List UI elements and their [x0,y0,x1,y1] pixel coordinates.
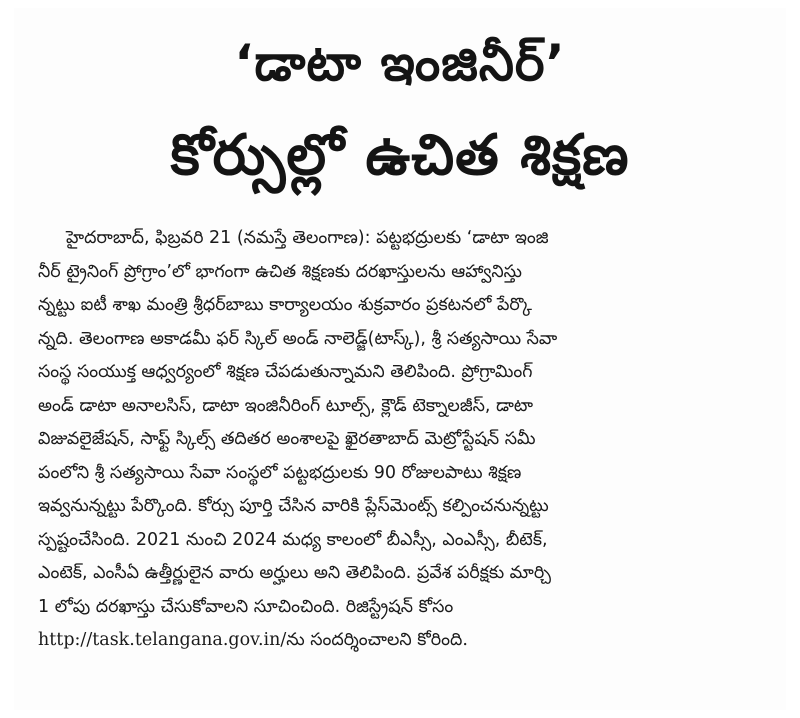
article-body [38,222,768,658]
article-body-line: http://task.telangana.gov.in/ను సందర్శించాలని కోరింది. [38,630,468,650]
article-body-line: పంలోని శ్రీ సత్యసాయి సేవా సంస్థలో పట్టభద్రులకు 90 రోజులపాటు శిక్షణ [38,462,522,483]
headline-line-1: ‘డాటా ఇంజినీర్’ [234,34,566,92]
article-body-line: ఇవ్వనున్నట్టు పేర్కొంది. కోర్సు పూర్తి చేసిన వారికి ప్లేస్‌మెంట్స్ కల్పించనున్నట్టు [38,496,549,516]
article-body-line: న్నది. తెలంగాణ అకాడమీ ఫర్ స్కిల్ అండ్ నాలెడ్జ్(టాస్క్), శ్రీ సత్యసాయి సేవా [38,328,558,349]
newspaper-clipping [14,8,786,710]
article-body-line: 1 లోపు దరఖాస్తు చేసుకోవాలని సూచించింది. రిజిస్ట్రేషన్ కోసం [38,596,454,617]
article-body-line: నీర్ ట్రైనింగ్ ప్రోగ్రాం’లో భాగంగా ఉచిత శిక్షణకు దరఖాస్తులను ఆహ్వానిస్తు [38,261,522,282]
article-body-line: అండ్ డాటా అనాలసిస్, డాటా ఇంజినీరింగ్ టూల్స్, క్లౌడ్ టెక్నాలజీస్, డాటా [38,395,533,416]
article-body-line: విజువలైజేషన్, సాఫ్ట్ స్కిల్స్ తదితర అంశాలపై ఖైరతాబాద్ మెట్రోస్టేషన్ సమీ [38,429,536,449]
article-body-line: న్నట్టు ఐటీ శాఖ మంత్రి శ్రీధర్‌బాబు కార్యాలయం శుక్రవారం ప్రకటనలో పేర్కొ [38,295,532,315]
article-body-line: సంస్థ సంయుక్త ఆధ్వర్యంలో శిక్షణ చేపడుతున్నామని తెలిపింది. ప్రోగ్రామింగ్ [38,362,533,382]
article-body-line: స్పష్టంచేసింది. 2021 నుంచి 2024 మధ్య కాలంలో బీఎస్సీ, ఎంఎస్సీ, బీటెక్, [38,529,548,550]
article-body-line: హైదరాబాద్, ఫిబ్రవరి 21 (నమస్తే తెలంగాణ): పట్టభద్రులకు ‘డాటా ఇంజి [66,228,549,248]
article-body-line: ఎంటెక్, ఎంసీఏ ఉత్తీర్ణులైన వారు అర్హులు అని తెలిపింది. ప్రవేశ పరీక్షకు మార్చి [38,563,551,583]
headline-line-2: కోర్సుల్లో ఉచిత శిక్షణ [170,123,630,188]
